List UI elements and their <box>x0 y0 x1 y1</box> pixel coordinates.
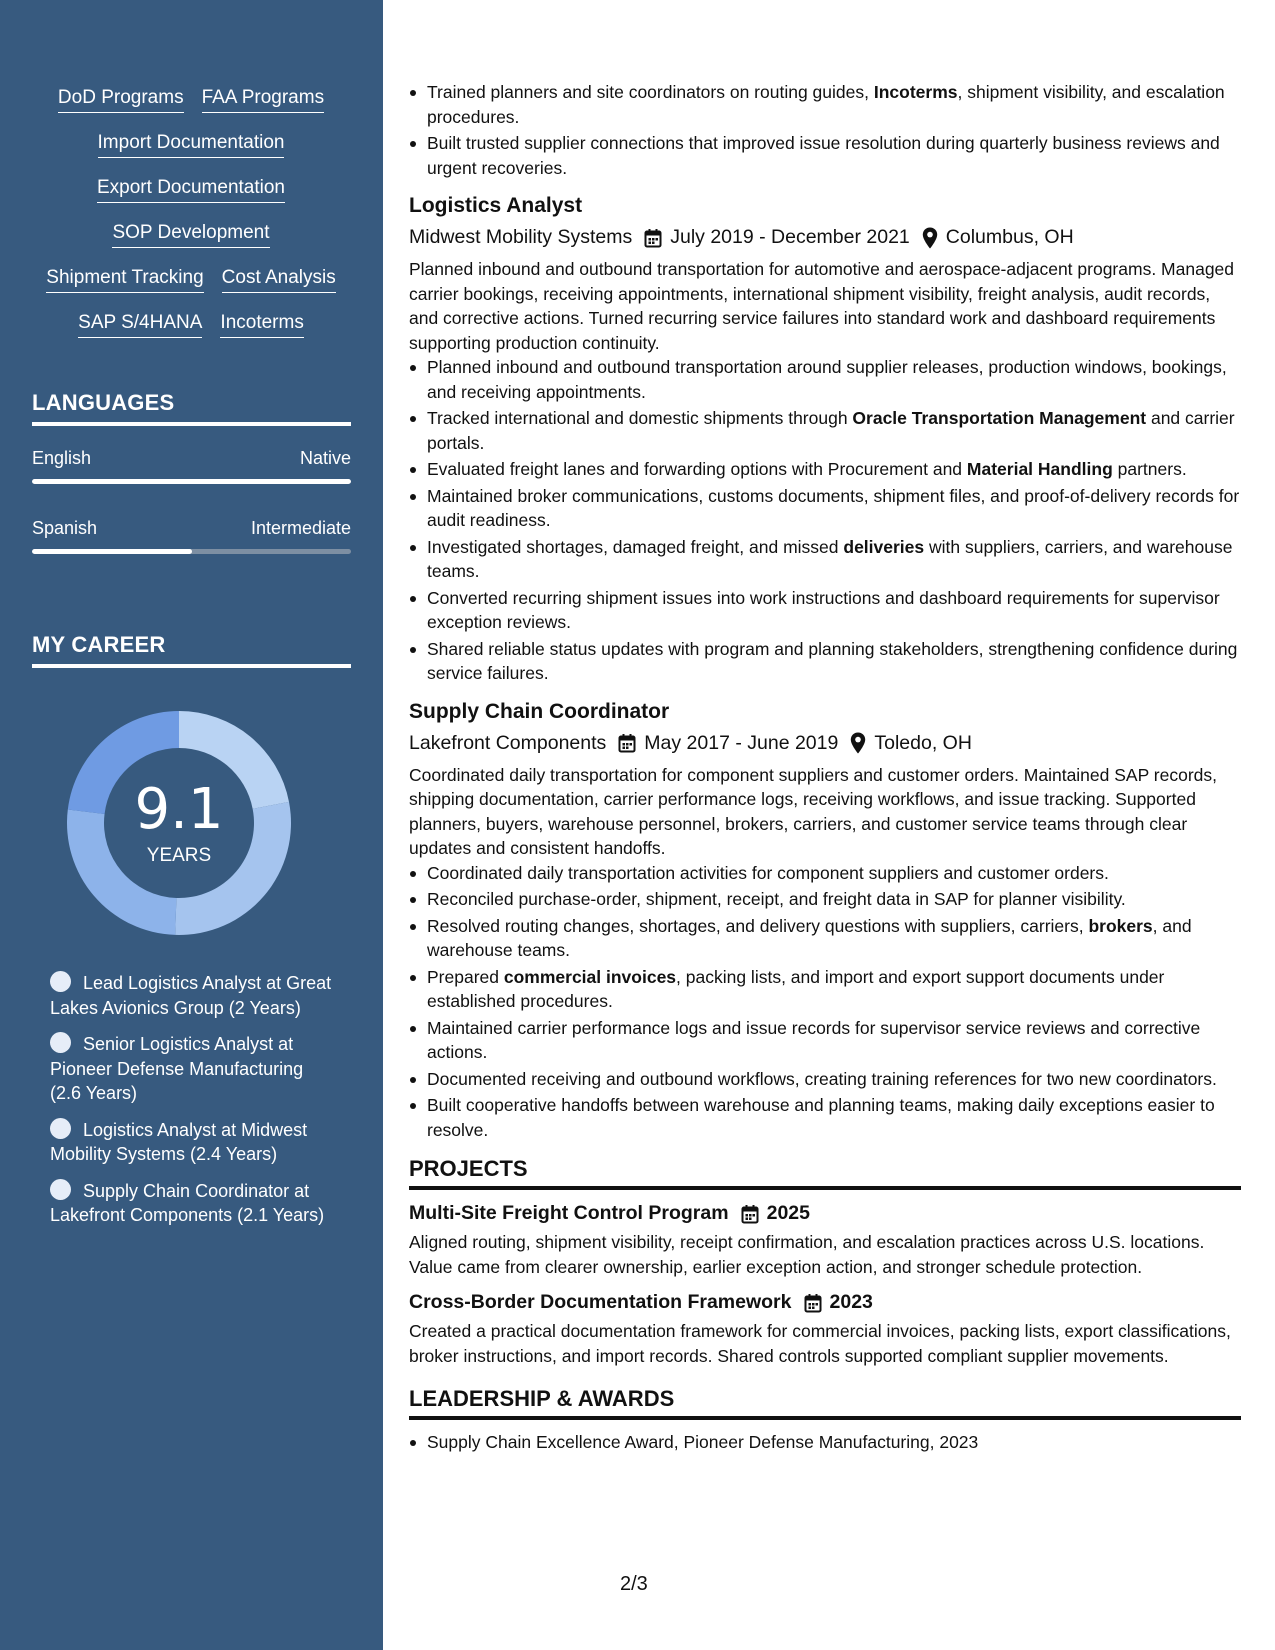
bullet-text: Shared reliable status updates with program and planning stakeholders, strengthening confidence during service failures. <box>427 638 1238 683</box>
project-entry <box>409 1289 1241 1368</box>
project-title: Multi-Site Freight Control Program <box>409 1202 729 1224</box>
career-legend-text: Logistics Analyst at Midwest Mobility Systems (2.4 Years) <box>50 1119 308 1164</box>
skill-row <box>32 86 350 131</box>
skills-list <box>32 86 350 356</box>
language-spanish <box>32 518 351 554</box>
skill-link[interactable]: SOP Development <box>112 221 269 248</box>
career-legend-text: Supply Chain Coordinator at Lakefront Components (2.1 Years) <box>50 1180 325 1225</box>
job-entry <box>409 698 1241 1143</box>
location-pin-icon <box>850 729 866 757</box>
language-english <box>32 448 351 484</box>
bullet-text: Coordinated daily transportation activities for component suppliers and customer orders. <box>427 862 1109 883</box>
skill-link[interactable]: Export Documentation <box>97 176 285 203</box>
legend-dot <box>50 1179 71 1200</box>
keyword: Incoterms <box>873 82 958 102</box>
career-legend-item <box>50 1179 332 1228</box>
career-legend-text: Lead Logistics Analyst at Great Lakes Avionics Group (2 Years) <box>50 973 332 1018</box>
job-meta <box>409 729 1241 757</box>
bullet-item <box>409 457 1241 482</box>
skill-link[interactable]: FAA Programs <box>202 86 325 113</box>
calendar-icon <box>741 1200 759 1226</box>
bullet-item <box>409 887 1241 912</box>
page-number: 2/3 <box>620 1573 648 1595</box>
bullet-text: Maintained carrier performance logs and issue records for supervisor service reviews and corrective actions. <box>427 1017 1201 1062</box>
skill-row <box>32 221 350 266</box>
career-heading: MY CAREER <box>32 632 351 668</box>
bullet-text: Reconciled purchase-order, shipment, receipt, and freight data in SAP for planner visibility. <box>427 889 1126 909</box>
bullet-item <box>409 1093 1241 1142</box>
keyword: commercial invoices <box>503 966 677 987</box>
keyword: Material Handling <box>966 459 1113 479</box>
bullet-text: Built cooperative handoffs between warehouse and planning teams, making daily exceptions easier to resolve. <box>427 1095 1215 1140</box>
legend-dot <box>50 971 71 992</box>
project-title-row <box>409 1289 1241 1315</box>
job-dates: May 2017 - June 2019 <box>644 731 839 754</box>
location-pin-icon <box>922 223 938 251</box>
company-name: Midwest Mobility Systems <box>409 226 633 248</box>
previous-job-bullets <box>409 80 1241 180</box>
skill-link[interactable]: Import Documentation <box>98 131 285 158</box>
career-legend-item <box>50 971 332 1020</box>
bullet-item <box>409 914 1241 963</box>
skill-row <box>32 176 350 221</box>
career-total <box>66 777 292 868</box>
job-location: Columbus, OH <box>945 226 1074 248</box>
language-level: Intermediate <box>250 518 351 538</box>
bullet-item <box>409 637 1241 686</box>
project-year: 2023 <box>829 1291 873 1313</box>
bullet-item <box>409 131 1241 180</box>
project-description: Created a practical documentation framework for commercial invoices, packing lists, export classifications, broker instructions, and import records. Shared controls supported compliant supplier movements. <box>409 1321 1231 1366</box>
bullet-item <box>409 535 1241 584</box>
bullet-item <box>409 861 1241 886</box>
bullet-item <box>409 965 1241 1014</box>
keyword: Oracle Transportation Management <box>852 408 1147 428</box>
bullet-item <box>409 406 1241 455</box>
skill-link[interactable]: Incoterms <box>220 311 303 338</box>
experience-list <box>409 192 1241 1142</box>
job-title: Logistics Analyst <box>409 194 583 217</box>
bullet-text: Prepared commercial invoices, packing lists, and import and export support documents under established procedures. <box>427 966 1165 1011</box>
legend-dot <box>50 1118 71 1139</box>
job-location: Toledo, OH <box>874 731 972 754</box>
projects-list <box>409 1200 1241 1368</box>
languages-heading: LANGUAGES <box>32 390 351 426</box>
career-total-value: 9.1 <box>134 777 224 842</box>
legend-dot <box>50 1032 71 1053</box>
bullet-item <box>409 80 1241 129</box>
skill-link[interactable]: SAP S/4HANA <box>78 311 202 338</box>
language-name: English <box>32 448 92 468</box>
career-legend-item <box>50 1118 332 1167</box>
project-title-row <box>409 1200 1241 1226</box>
skill-row <box>32 311 350 356</box>
calendar-icon <box>618 729 636 757</box>
job-dates: July 2019 - December 2021 <box>670 226 910 248</box>
bullet-text: Built trusted supplier connections that improved issue resolution during quarterly business reviews and urgent recoveries. <box>427 133 1220 178</box>
bullet-text: Resolved routing changes, shortages, and delivery questions with suppliers, carriers, brokers, and warehouse teams. <box>427 915 1192 960</box>
bullet-item <box>409 355 1241 404</box>
skill-link[interactable]: Cost Analysis <box>222 266 336 293</box>
skill-link[interactable]: Shipment Tracking <box>46 266 203 293</box>
bullet-item <box>409 1016 1241 1065</box>
language-proficiency-bar <box>32 549 351 554</box>
job-bullets <box>409 355 1241 686</box>
job-summary: Coordinated daily transportation for component suppliers and customer orders. Maintained SAP records, shipping documentation, carrier performance logs, receiving workflows, and issue tracking. Supported planners, buyers, warehouse personnel, brokers, carriers, and customer service teams through clear updates and consistent handoffs. <box>409 764 1218 858</box>
career-legend-text: Senior Logistics Analyst at Pioneer Defense Manufacturing (2.6 Years) <box>50 1034 304 1103</box>
main-content <box>409 0 1241 1650</box>
bullet-item <box>409 484 1241 533</box>
calendar-icon <box>804 1289 822 1315</box>
project-title: Cross-Border Documentation Framework <box>409 1291 792 1313</box>
job-entry <box>409 192 1241 686</box>
skill-row <box>32 131 350 176</box>
skill-link[interactable]: DoD Programs <box>58 86 184 113</box>
bullet-text: Converted recurring shipment issues into work instructions and dashboard requirements for supervisor exception reviews. <box>427 587 1220 632</box>
bullet-text: Maintained broker communications, customs documents, shipment files, and proof-of-delivery records for audit readiness. <box>427 485 1240 530</box>
awards-heading: LEADERSHIP & AWARDS <box>409 1386 1241 1420</box>
job-summary: Planned inbound and outbound transportation for automotive and aerospace-adjacent programs. Managed carrier bookings, receiving appointments, international shipment visibility, freight analysis, audit records, and corrective actions. Turned recurring service failures into standard work and dashboard requirements supporting production continuity. <box>409 259 1235 353</box>
bullet-text: Investigated shortages, damaged freight, and missed deliveries with suppliers, carriers, and warehouse teams. <box>427 536 1233 581</box>
bullet-text: Tracked international and domestic shipments through Oracle Transportation Management and carrier portals. <box>427 408 1235 453</box>
job-bullets <box>409 861 1241 1143</box>
bullet-text: Documented receiving and outbound workflows, creating training references for two new coordinators. <box>427 1068 1217 1089</box>
language-proficiency-bar <box>32 479 351 484</box>
sidebar <box>0 0 383 1650</box>
job-title: Supply Chain Coordinator <box>409 699 670 723</box>
award-item: Supply Chain Excellence Award, Pioneer Defense Manufacturing, 2023 <box>409 1430 1241 1455</box>
projects-heading: PROJECTS <box>409 1156 1241 1190</box>
project-year: 2025 <box>766 1202 810 1224</box>
career-legend <box>50 971 332 1240</box>
awards-list <box>409 1430 1241 1455</box>
job-meta <box>409 223 1241 251</box>
company-name: Lakefront Components <box>409 731 607 754</box>
keyword: brokers <box>1088 915 1153 936</box>
project-description: Aligned routing, shipment visibility, receipt confirmation, and escalation practices across U.S. locations. Value came from clearer ownership, earlier exception action, and stronger schedule protection. <box>409 1232 1205 1277</box>
bullet-text: Trained planners and site coordinators on routing guides, Incoterms, shipment visibility, and escalation procedures. <box>427 82 1225 127</box>
keyword: deliveries <box>843 536 925 557</box>
bullet-text: Planned inbound and outbound transportation around supplier releases, production windows, bookings, and receiving appointments. <box>427 357 1227 402</box>
bullet-item <box>409 586 1241 635</box>
language-proficiency-fill <box>32 549 192 554</box>
calendar-icon <box>644 223 662 251</box>
project-entry <box>409 1200 1241 1279</box>
career-legend-item <box>50 1032 332 1106</box>
career-total-unit: YEARS <box>146 845 212 866</box>
bullet-item <box>409 1067 1241 1092</box>
language-proficiency-fill <box>32 479 351 484</box>
language-level: Native <box>299 448 351 468</box>
skill-row <box>32 266 350 311</box>
bullet-text: Evaluated freight lanes and forwarding options with Procurement and Material Handling partners. <box>427 459 1187 479</box>
language-name: Spanish <box>32 518 98 538</box>
